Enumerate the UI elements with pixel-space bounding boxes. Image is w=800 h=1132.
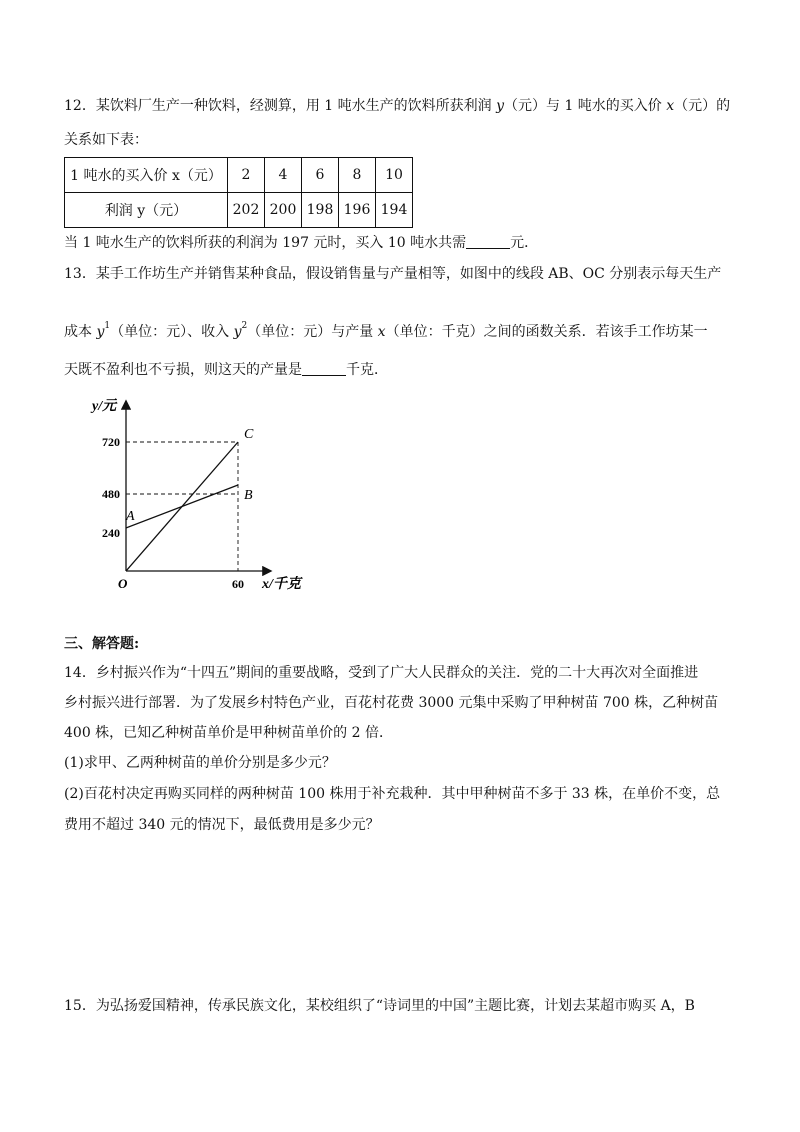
q13-sub-2: 2 (241, 321, 248, 331)
table-cell: 4 (265, 158, 302, 193)
q13-line-2 (64, 316, 708, 342)
q13-line-1: 13．某手工作坊生产并销售某种食品，假设销售量与产量相等，如图中的线段 AB、OC 分别表示每天生产 (64, 266, 722, 282)
q14-line-5: (2)百花村决定再购买同样的两种树苗 100 株用于补充栽种．其中甲种树苗不多于 33 株，在单价不变，总 (64, 786, 721, 802)
q14-line-4: (1)求甲、乙两种树苗的单价分别是多少元？ (64, 755, 336, 771)
q14-line-2: 乡村振兴进行部署．为了发展乡村特色产业，百花村花费 3000 元集中采购了甲种树苗 700 株，乙种树苗 (64, 695, 719, 711)
table-row-label: 利润 y（元） (65, 193, 228, 228)
q12-line-2: 关系如下表： (64, 132, 148, 148)
q12-text: （元）与 1 吨水的买入价 (504, 98, 667, 114)
table-cell: 8 (339, 158, 376, 193)
tick-label-720: 720 (102, 435, 120, 449)
q12-var-y: y (496, 98, 504, 114)
q13-var-x: x (377, 324, 386, 340)
q13-text: （单位：千克）之间的函数关系．若该手工作坊某一 (385, 324, 708, 340)
q14-line-6: 费用不超过 340 元的情况下，最低费用是多少元？ (64, 817, 380, 833)
answer-blank[interactable] (302, 361, 346, 376)
q14-line-3: 400 株，已知乙种树苗单价是甲种树苗单价的 2 倍． (64, 725, 393, 741)
y-axis-label: y/元 (92, 399, 117, 414)
table-row-label: 1 吨水的买入价 x（元） (65, 158, 228, 193)
table-cell: 10 (376, 158, 413, 193)
table-cell: 6 (302, 158, 339, 193)
table-row (65, 158, 413, 193)
q12-text: 元． (510, 235, 539, 251)
q13-graph (80, 388, 320, 598)
q13-var-y1: y (96, 324, 105, 340)
q13-text: 天既不盈利也不亏损，则这天的产量是 (64, 362, 302, 378)
table-cell: 200 (265, 193, 302, 228)
q12-text: （元）的 (674, 98, 731, 114)
table-row (65, 193, 413, 228)
tick-label-480: 480 (102, 487, 120, 501)
q12-line-1 (64, 96, 730, 116)
table-cell: 194 (376, 193, 413, 228)
answer-blank[interactable] (466, 234, 510, 249)
x-axis-label: x/千克 (262, 577, 301, 592)
q13-text: （单位：元）、收入 (110, 324, 234, 340)
q12-table (64, 157, 413, 228)
q13-text: （单位：元）与产量 (247, 324, 378, 340)
q13-text: 成本 (64, 324, 97, 340)
segment-oc (126, 442, 238, 571)
q13-text: 千克． (346, 362, 388, 378)
q15-line-1: 15．为弘扬爱国精神，传承民族文化，某校组织了“诗词里的中国”主题比赛，计划去某超市购买 A，B (64, 998, 695, 1014)
tick-label-60: 60 (232, 577, 244, 591)
point-label-b: B (244, 488, 253, 503)
q13-line-3 (64, 360, 388, 380)
table-cell: 196 (339, 193, 376, 228)
point-label-a: A (126, 509, 135, 524)
table-cell: 202 (228, 193, 265, 228)
table-cell: 198 (302, 193, 339, 228)
section-heading: 三、解答题: (64, 636, 140, 652)
q13-sub-1: 1 (104, 321, 111, 331)
tick-label-240: 240 (102, 526, 120, 540)
table-cell: 2 (228, 158, 265, 193)
q12-text: 当 1 吨水生产的饮料所获的利润为 197 元时，买入 10 吨水共需 (64, 235, 467, 251)
q14-line-1: 14．乡村振兴作为“十四五”期间的重要战略，受到了广大人民群众的关注．党的二十大再次对全面推进 (64, 665, 699, 681)
q13-var-y2: y (233, 324, 242, 340)
q12-var-x: x (666, 98, 675, 114)
origin-label: O (118, 576, 128, 591)
point-label-c: C (244, 427, 254, 442)
q12-text: 12．某饮料厂生产一种饮料，经测算，用 1 吨水生产的饮料所获利润 (64, 98, 497, 114)
q12-line-3 (64, 233, 538, 253)
